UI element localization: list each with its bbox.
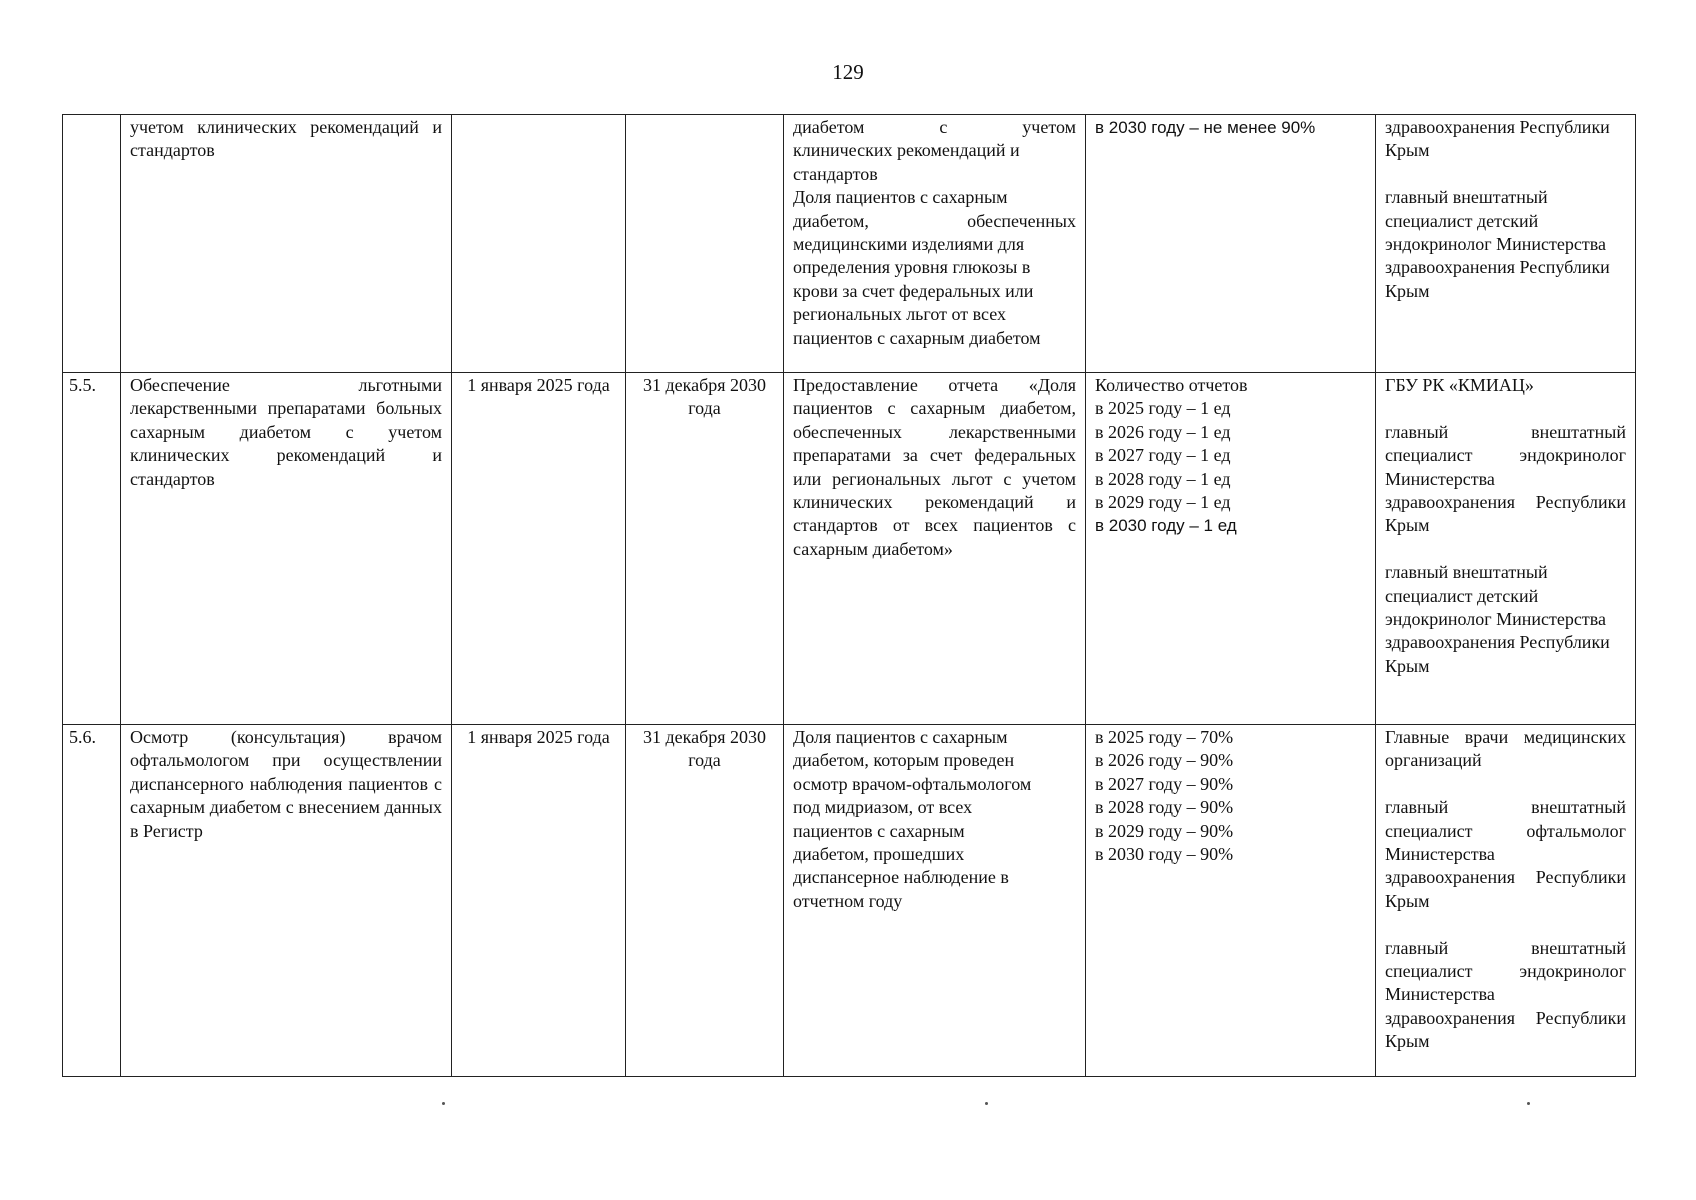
target-values-cell bbox=[1086, 115, 1376, 373]
indicator-line: Доля пациентов с сахарным bbox=[793, 187, 1008, 208]
indicator-cell bbox=[784, 115, 1086, 373]
spacer bbox=[1385, 397, 1626, 420]
responsible-entry: главный внештатный специалист детский эндокринолог Министерства здравоохранения Республики Крым bbox=[1385, 562, 1610, 676]
row-number-cell: 5.6. bbox=[63, 725, 121, 1077]
indicator-line: диабетом, прошедших bbox=[793, 844, 965, 865]
indicator-word: с bbox=[939, 117, 948, 137]
indicator-word: диабетом, bbox=[793, 210, 869, 231]
indicator-line: отчетном году bbox=[793, 890, 903, 911]
indicator-cell: Предоставление отчета «Доля пациентов с сахарным диабетом, обеспеченных лекарственными препаратами за счет федеральных или региональных льгот с учетом клинических рекомендаций и стандартов от всех пациентов с сахарным диабетом» bbox=[784, 373, 1086, 725]
responsible-cell bbox=[1376, 725, 1636, 1077]
measure-name-cell: Обеспечение льготными лекарственными препаратами больных сахарным диабетом с учетом клинических рекомендаций и стандартов bbox=[121, 373, 452, 725]
target-line: в 2026 году – 1 ед bbox=[1095, 421, 1231, 442]
indicator-line: пациентов с сахарным bbox=[793, 820, 965, 841]
measures-table bbox=[62, 114, 1636, 1077]
target-line: в 2027 году – 1 ед bbox=[1095, 445, 1231, 466]
table-row bbox=[63, 115, 1636, 373]
target-line: Количество отчетов bbox=[1095, 375, 1248, 395]
indicator-word: учетом bbox=[1022, 117, 1076, 137]
start-date-cell bbox=[452, 115, 626, 373]
scan-speck bbox=[985, 1102, 988, 1105]
target-values-cell bbox=[1086, 725, 1376, 1077]
responsible-entry: главный внештатный специалист эндокринолог Министерства здравоохранения Республики Крым bbox=[1385, 421, 1626, 536]
indicator-line: диабетом, которым проведен bbox=[793, 750, 1015, 771]
indicator-line: Доля пациентов с сахарным bbox=[793, 727, 1008, 747]
responsible-entry: главный внештатный специалист детский эндокринолог Министерства здравоохранения Республики Крым bbox=[1385, 187, 1610, 301]
target-line: в 2028 году – 1 ед bbox=[1095, 468, 1231, 489]
responsible-entry: главный внештатный специалист офтальмолог Министерства здравоохранения Республики Крым bbox=[1385, 797, 1626, 911]
target-line: в 2029 году – 1 ед bbox=[1095, 492, 1231, 513]
target-line: в 2025 году – 1 ед bbox=[1095, 398, 1231, 419]
indicator-line: стандартов bbox=[793, 163, 878, 184]
indicator-line: медицинскими изделиями для bbox=[793, 234, 1025, 255]
indicator-line: осмотр врачом-офтальмологом bbox=[793, 773, 1032, 794]
indicator-line: под мидриазом, от всех bbox=[793, 797, 973, 818]
indicator-line: диспансерное наблюдение в bbox=[793, 867, 1009, 888]
row-number-cell: 5.5. bbox=[63, 373, 121, 725]
end-date-cell: 31 декабря 2030 года bbox=[626, 725, 784, 1077]
end-date-cell: 31 декабря 2030 года bbox=[626, 373, 784, 725]
table-row bbox=[63, 725, 1636, 1077]
scan-speck bbox=[442, 1102, 445, 1105]
responsible-entry: здравоохранения Республики Крым bbox=[1385, 117, 1610, 161]
start-date-cell: 1 января 2025 года bbox=[452, 725, 626, 1077]
scan-speck bbox=[1527, 1102, 1530, 1105]
indicator-line: клинических рекомендаций и bbox=[793, 140, 1020, 161]
end-date-cell bbox=[626, 115, 784, 373]
indicator-line: крови за счет федеральных или bbox=[793, 280, 1034, 301]
spacer bbox=[1385, 913, 1626, 936]
spacer bbox=[1385, 163, 1626, 186]
spacer bbox=[1385, 773, 1626, 796]
target-line: в 2030 году – 1 ед bbox=[1095, 516, 1237, 536]
page-number: 129 bbox=[832, 60, 864, 84]
indicator-line: региональных льгот от всех bbox=[793, 304, 1006, 325]
measure-name-cell: Осмотр (консультация) врачом офтальмологом при осуществлении диспансерного наблюдения пациентов с сахарным диабетом с внесением данных в Регистр bbox=[121, 725, 452, 1077]
start-date-cell: 1 января 2025 года bbox=[452, 373, 626, 725]
indicator-line bbox=[793, 116, 1076, 139]
indicator-line: определения уровня глюкозы в bbox=[793, 257, 1031, 278]
target-line: в 2029 году – 90% bbox=[1095, 820, 1234, 841]
responsible-entry: главный внештатный специалист эндокринолог Министерства здравоохранения Республики Крым bbox=[1385, 937, 1626, 1052]
indicator-line: пациентов с сахарным диабетом bbox=[793, 327, 1041, 348]
table-row bbox=[63, 373, 1636, 725]
target-line: в 2025 году – 70% bbox=[1095, 727, 1234, 747]
target-line: в 2028 году – 90% bbox=[1095, 797, 1234, 818]
responsible-entry: ГБУ РК «КМИАЦ» bbox=[1385, 375, 1534, 395]
indicator-line bbox=[793, 210, 1076, 233]
indicator-cell bbox=[784, 725, 1086, 1077]
target-line: в 2026 году – 90% bbox=[1095, 750, 1234, 771]
indicator-word: обеспеченных bbox=[967, 210, 1076, 231]
responsible-cell bbox=[1376, 115, 1636, 373]
target-line: в 2027 году – 90% bbox=[1095, 773, 1234, 794]
target-line: в 2030 году – не менее 90% bbox=[1095, 118, 1316, 137]
target-values-cell bbox=[1086, 373, 1376, 725]
indicator-word: диабетом bbox=[793, 117, 865, 137]
target-line: в 2030 году – 90% bbox=[1095, 844, 1234, 865]
row-number-cell bbox=[63, 115, 121, 373]
spacer bbox=[1385, 538, 1626, 561]
responsible-cell bbox=[1376, 373, 1636, 725]
responsible-entry: Главные врачи медицинских организаций bbox=[1385, 727, 1626, 771]
measure-name-cell: учетом клинических рекомендаций и стандартов bbox=[121, 115, 452, 373]
